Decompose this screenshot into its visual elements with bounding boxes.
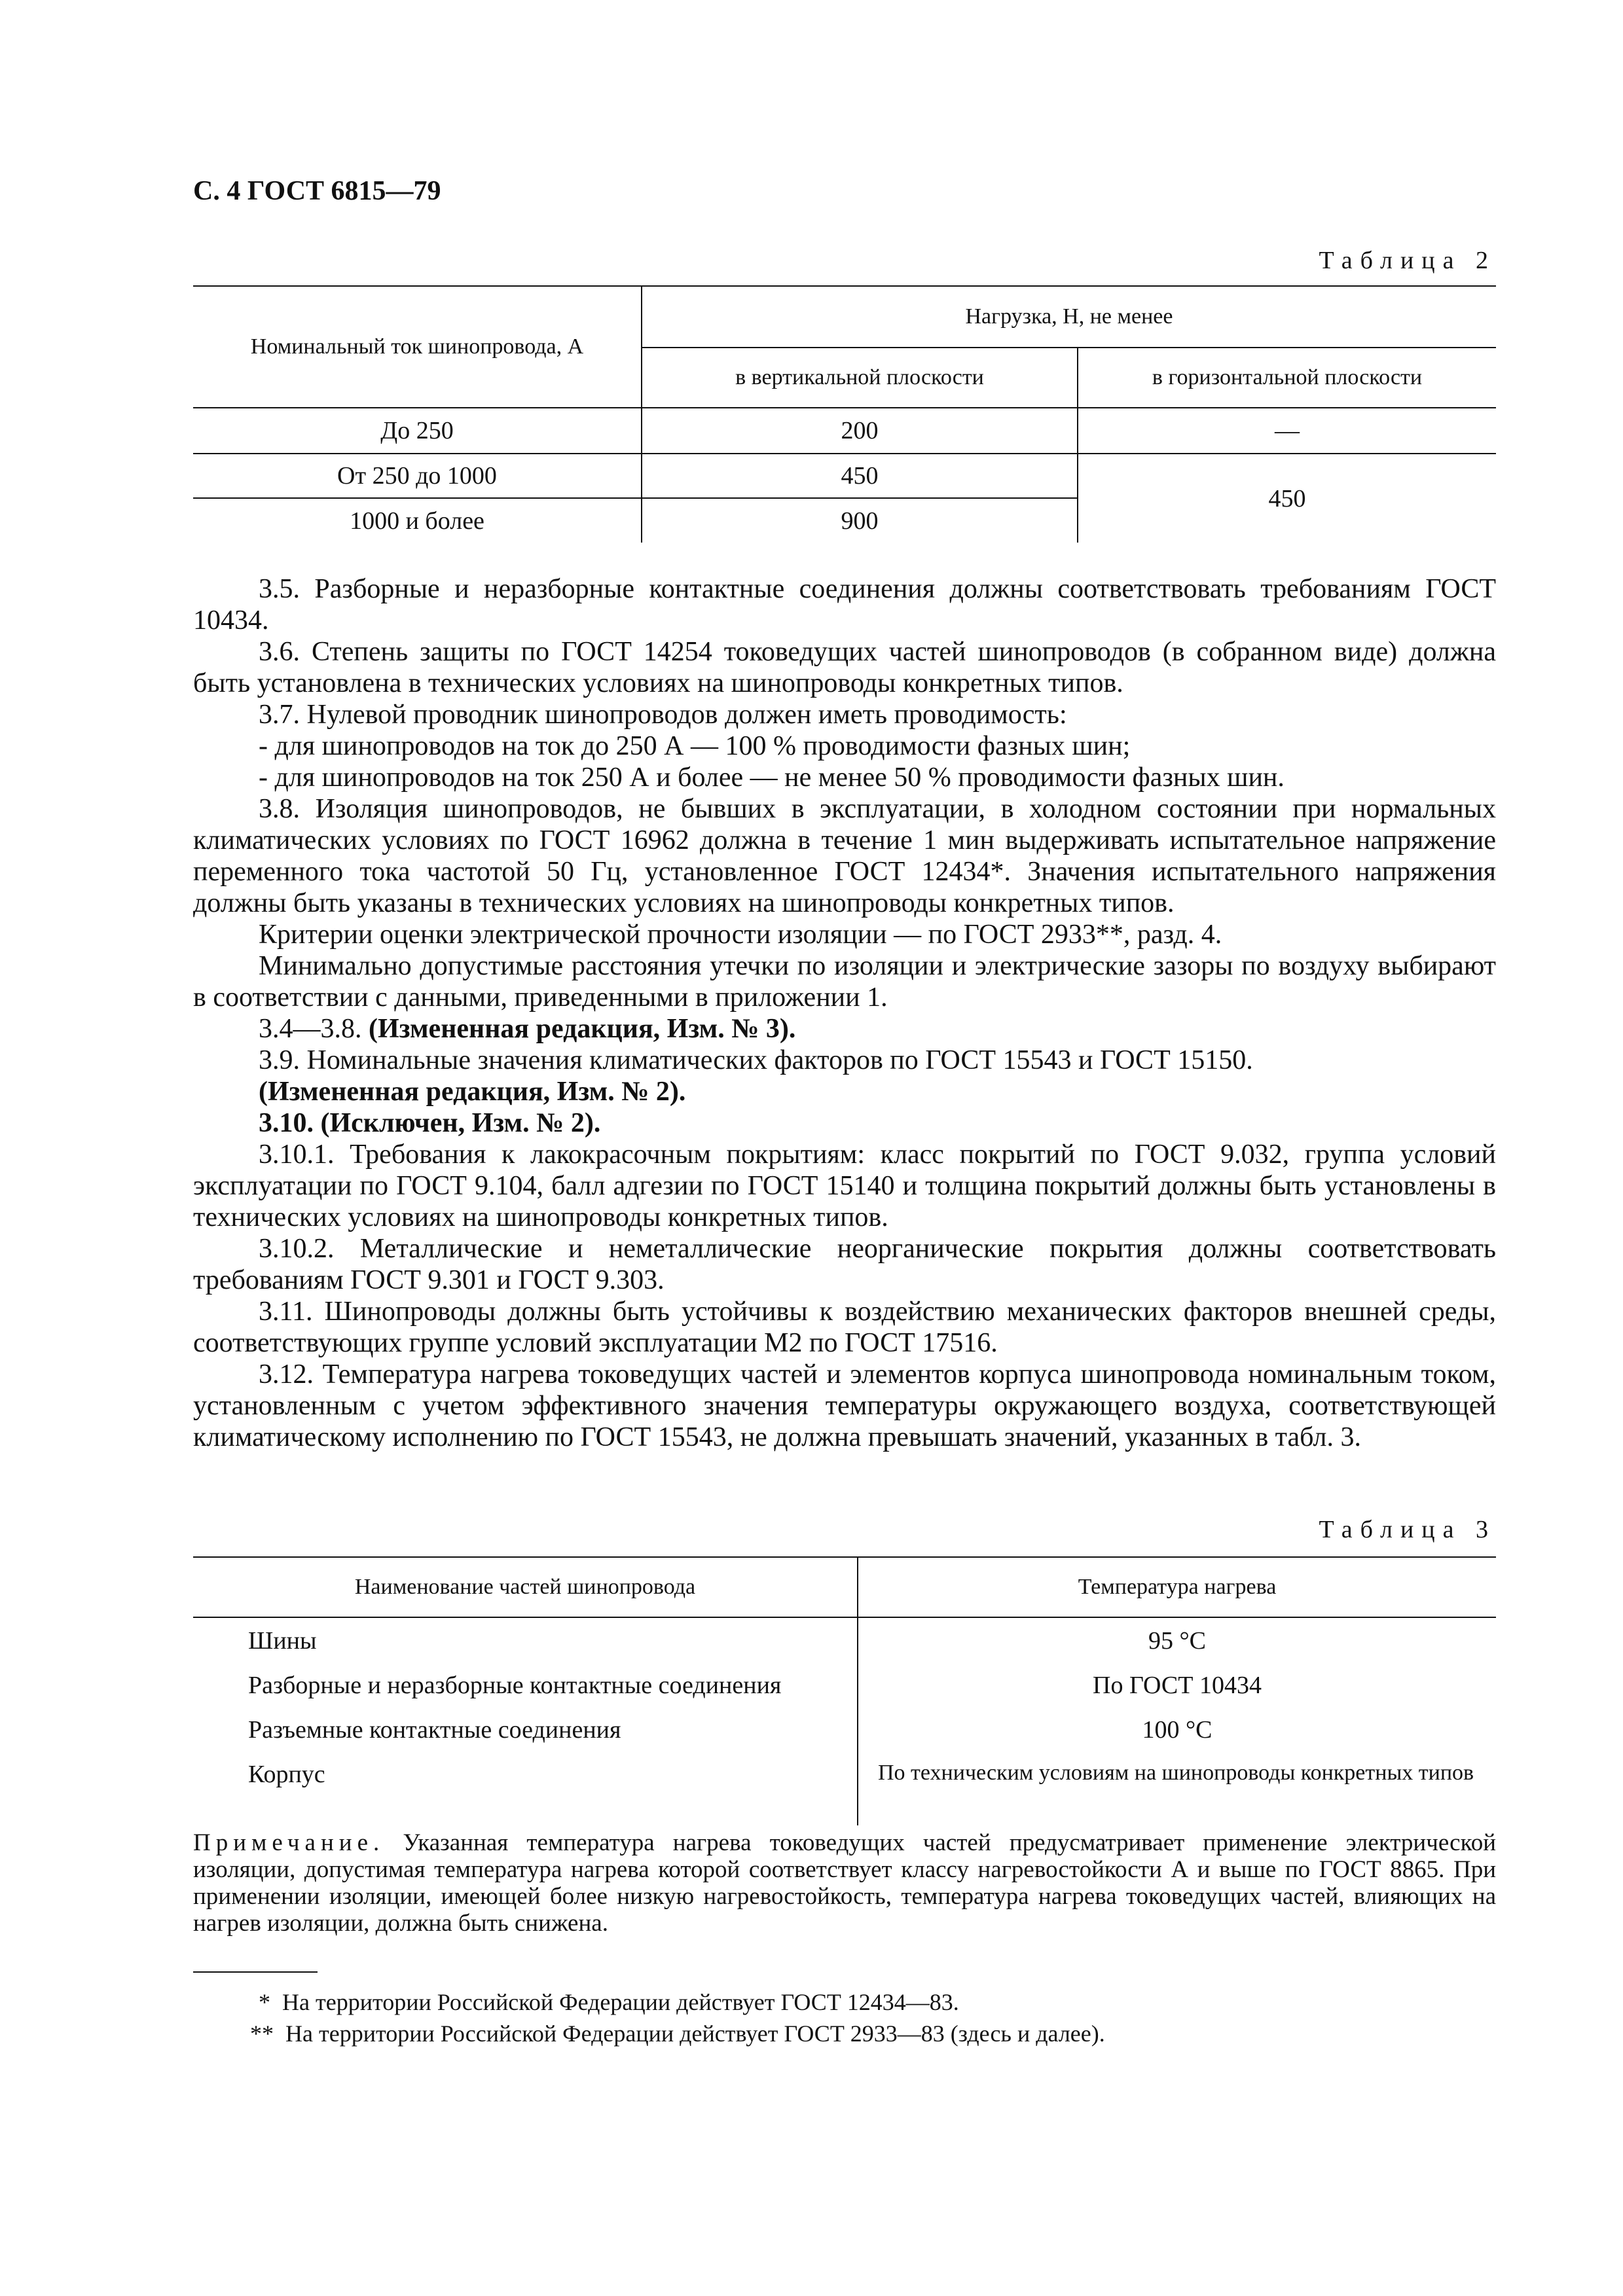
table-row <box>193 454 1496 498</box>
paragraph: 3.8. Изоляция шинопроводов, не бывших в эксплуатации, в холодном состоянии при нормальных климатических условиях по ГОСТ 16962 должна в течение 1 мин выдерживать испытательное напряжение переменного тока частотой 50 Гц, установленное ГОСТ 12434*. Значения испытательного напряжения должны быть указаны в технических условиях на шинопроводы конкретных типов. <box>193 794 1496 918</box>
paragraph: 3.10.1. Требования к лакокрасочным покрытиям: класс покрытий по ГОСТ 9.032, группа условий эксплуатации по ГОСТ 9.104, балл адгезии по ГОСТ 15140 и толщина покрытий должны быть установлены в технических условиях на шинопроводы конкретных типов. <box>193 1139 1496 1232</box>
table3-cell: Шины <box>193 1617 858 1663</box>
amendment-note: (Измененная редакция, Изм. № 2). <box>259 1077 686 1107</box>
table2-group-header: Нагрузка, Н, не менее <box>642 286 1496 348</box>
table2-cell: 450 <box>642 454 1078 498</box>
paragraph: 3.10.2. Металлические и неметаллические неорганические покрытия должны соответствовать требованиям ГОСТ 9.301 и ГОСТ 9.303. <box>193 1234 1496 1295</box>
footnote-mark: ** <box>250 2020 274 2047</box>
table3-cell: По техническим условиям на шинопроводы конкретных типов <box>878 1761 1474 1785</box>
table3-col1-header: Наименование частей шинопровода <box>193 1557 858 1617</box>
table2-caption: Таблица 2 <box>1319 247 1496 274</box>
table3-cell: 95 °С <box>1148 1626 1207 1655</box>
table3-cell: По ГОСТ 10434 <box>1093 1672 1262 1699</box>
paragraph: 3.6. Степень защиты по ГОСТ 14254 токоведущих частей шинопроводов (в собранном виде) должна быть установлена в технических условиях на шинопроводы конкретных типов. <box>193 637 1496 698</box>
table3-cell: Разборные и неразборные контактные соединения <box>193 1663 858 1708</box>
body-text <box>193 573 1496 1453</box>
table2-cell: От 250 до 1000 <box>193 454 642 498</box>
paragraph: 3.7. Нулевой проводник шинопроводов должен иметь проводимость: <box>259 700 1067 730</box>
paragraph: 3.11. Шинопроводы должны быть устойчивы к воздействию механических факторов внешней среды, соответствующих группе условий эксплуатации М2 по ГОСТ 17516. <box>193 1297 1496 1358</box>
note-text: Указанная температура нагрева токоведущих частей предусматривает применение электрической изоляции, допустимая температура нагрева которой соответствует классу нагревостойкости А и выше по ГОСТ 8865. При применении изоляции, имеющей более низкую нагревостойкость, температура нагрева токоведущих частей, влияющих на нагрев изоляции, должна быть снижена. <box>193 1829 1496 1937</box>
list-item: - для шинопроводов на ток до 250 А — 100 % проводимости фазных шин; <box>259 731 1131 761</box>
table-row <box>193 408 1496 454</box>
table2-cell: 450 <box>1268 484 1306 512</box>
table2-col3-header: в горизонтальной плоскости <box>1078 348 1496 408</box>
paragraph: Минимально допустимые расстояния утечки по изоляции и электрические зазоры по воздуху выбирают в соответствии с данными, приведенными в приложении 1. <box>193 951 1496 1013</box>
table-row <box>193 1708 1496 1752</box>
table3-cell: Корпус <box>193 1752 858 1825</box>
paragraph: 3.9. Номинальные значения климатических факторов по ГОСТ 15543 и ГОСТ 15150. <box>259 1045 1253 1075</box>
table3-cell: Разъемные контактные соединения <box>193 1708 858 1752</box>
paragraph: 3.5. Разборные и неразборные контактные соединения должны соответствовать требованиям ГОСТ 10434. <box>193 574 1496 636</box>
footnote-mark: * <box>259 1989 270 2015</box>
paragraph <box>193 1013 1496 1045</box>
table2-cell: 1000 и более <box>193 498 642 543</box>
table2-cell: — <box>1275 417 1300 444</box>
table2-col1-header: Номинальный ток шинопровода, А <box>193 286 642 408</box>
table2-cell: 900 <box>642 498 1078 543</box>
footnote-text: На территории Российской Федерации действует ГОСТ 12434—83. <box>282 1989 959 2015</box>
footnote <box>250 2020 1105 2047</box>
table-note <box>193 1829 1496 1937</box>
paragraph: Критерии оценки электрической прочности изоляции — по ГОСТ 2933**, разд. 4. <box>259 920 1222 950</box>
paragraph-number: 3.4—3.8. <box>259 1014 369 1044</box>
table3-col2-header: Температура нагрева <box>1078 1575 1277 1599</box>
footnote-text: На территории Российской Федерации действует ГОСТ 2933—83 (здесь и далее). <box>285 2020 1105 2047</box>
footnote-separator <box>193 1971 318 1973</box>
table-row <box>193 1752 1496 1825</box>
table3-cell: 100 °С <box>1142 1716 1213 1744</box>
table3-caption: Таблица 3 <box>1319 1516 1496 1543</box>
table2 <box>193 285 1496 543</box>
amendment-note: (Измененная редакция, Изм. № 3). <box>369 1014 796 1044</box>
table-row <box>193 1663 1496 1708</box>
table2-cell: До 250 <box>193 408 642 454</box>
footnote <box>259 1988 959 2016</box>
paragraph: 3.12. Температура нагрева токоведущих частей и элементов корпуса шинопровода номинальным током, установленным с учетом эффективного значения температуры окружающего воздуха, соответствующей климатическому исполнению по ГОСТ 15543, не должна превышать значений, указанных в табл. 3. <box>193 1359 1496 1452</box>
amendment-note: 3.10. (Исключен, Изм. № 2). <box>259 1108 601 1138</box>
note-label: Примечание. <box>193 1829 385 1856</box>
list-item: - для шинопроводов на ток 250 А и более — не менее 50 % проводимости фазных шин. <box>259 762 1285 793</box>
table-row <box>193 1617 1496 1663</box>
page-header: С. 4 ГОСТ 6815—79 <box>193 176 441 206</box>
table2-col2-header: в вертикальной плоскости <box>642 348 1078 408</box>
table3 <box>193 1556 1496 1825</box>
table2-cell: 200 <box>642 408 1078 454</box>
